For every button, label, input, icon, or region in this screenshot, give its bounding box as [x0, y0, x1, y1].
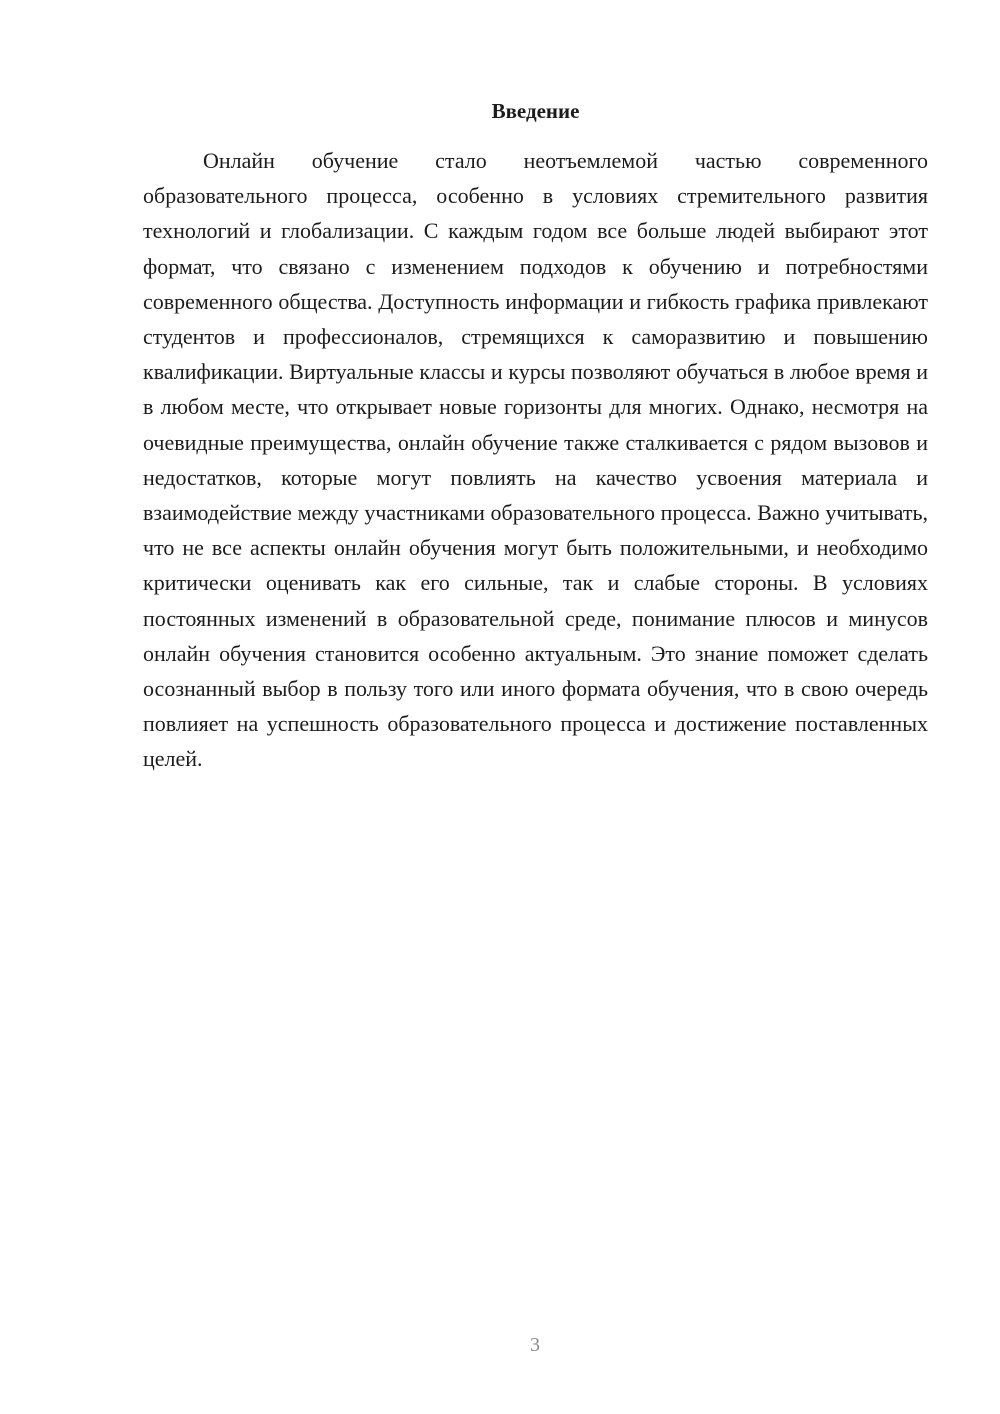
page-number: 3: [530, 1334, 540, 1356]
body-paragraph: Онлайн обучение стало неотъемлемой частью современного образовательного процесса, особенно в условиях стремительного развития технологий и глобализации. С каждым годом все больше людей выбирают этот формат, что связано с изменением подходов к обучению и потребностями современного общества. Доступность информации и гибкость графика привлекают студентов и профессионалов, стремящихся к саморазвитию и повышению квалификации. Виртуальные классы и курсы позволяют обучаться в любое время и в любом месте, что открывает новые горизонты для многих. Однако, несмотря на очевидные преимущества, онлайн обучение также сталкивается с рядом вызовов и недостатков, которые могут повлиять на качество усвоения материала и взаимодействие между участниками образовательного процесса. Важно учитывать, что не все аспекты онлайн обучения могут быть положительными, и необходимо критически оценивать как его сильные, так и слабые стороны. В условиях постоянных изменений в образовательной среде, понимание плюсов и минусов онлайн обучения становится особенно актуальным. Это знание поможет сделать осознанный выбор в пользу того или иного формата обучения, что в свою очередь повлияет на успешность образовательного процесса и достижение поставленных целей.: [143, 148, 928, 772]
section-heading: Введение: [491, 99, 580, 123]
